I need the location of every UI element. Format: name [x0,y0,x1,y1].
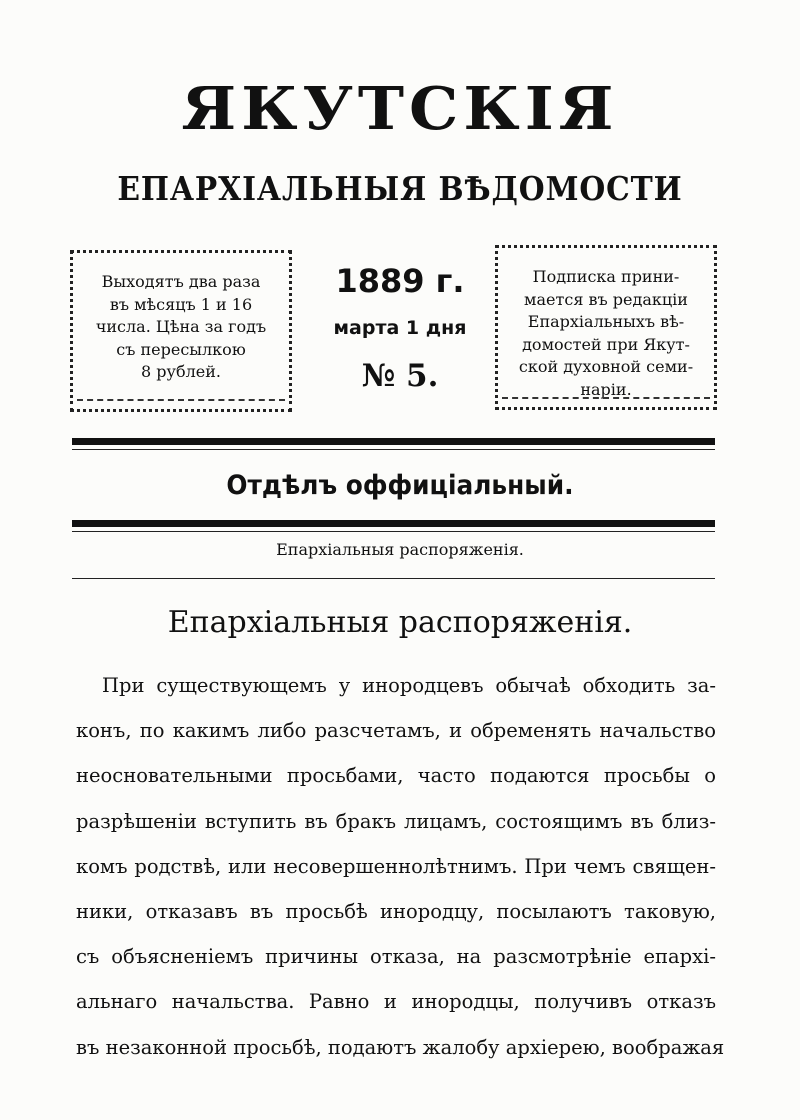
body-line: разрѣшеніи вступить въ бракъ лицамъ, состоящимъ въ близ- [76,809,716,833]
box-right-line: домостей при Якут- [522,334,690,354]
divider-thin-contents [72,578,715,579]
body-line: альнаго начальства. Равно и инородцы, получивъ отказъ [76,990,716,1014]
article-heading: Епархіальныя распоряженія. [167,605,633,640]
body-line: ники, отказавъ въ просьбѣ инородцу, посылаютъ таковую, [76,899,716,923]
box-right-line: мается въ редакціи [524,289,688,309]
issue-date: марта 1 дня [333,317,467,339]
masthead-subtitle: ЕПАРХІАЛЬНЫЯ ВѢДОМОСТИ [117,169,683,208]
divider-thick-middle [72,520,715,527]
subscription-frequency-box [70,250,292,412]
box-right-line: Епархіальныхъ вѣ- [527,312,685,331]
masthead-title: ЯКУТСКІЯ [181,73,619,144]
body-line: При существующемъ у инородцевъ обычаѣ обходить за- [102,674,716,697]
box-left-line: 8 рублей. [141,362,221,381]
box-right-line: наріи. [580,379,632,399]
body-line: комъ родствѣ, или несовершеннолѣтнимъ. При чемъ священ- [76,854,716,878]
box-left-line: въ мѣсяцъ 1 и 16 [109,294,253,314]
box-right-line: ской духовной семи- [518,357,694,376]
issue-number: № 5. [361,358,439,394]
contents-entry: Епархіальныя распоряженія. [276,540,524,559]
body-line: конъ, по какимъ либо разсчетамъ, и обременять начальство [76,719,716,743]
box-left-line: съ пересылкою [116,339,246,359]
box-left-line: числа. Цѣна за годъ [95,317,267,336]
divider-thin-middle [72,531,715,532]
subscription-info-box [495,245,717,410]
box-right-line: Подписка прини- [532,267,680,286]
body-line: въ незаконной просьбѣ, подаютъ жалобу архіерею, воображая [76,1035,725,1059]
box-left-line: Выходятъ два раза [101,272,261,291]
section-title: Отдѣлъ оффиціальный. [226,470,574,501]
divider-thick-top [72,438,715,445]
article-body [76,663,725,1070]
issue-year: 1889 г. [335,262,465,300]
body-line: неосновательными просьбами, часто подаются просьбы о [76,764,716,788]
body-line: съ объясненіемъ причины отказа, на разсмотрѣніе епархі- [76,945,716,969]
divider-thin-top [72,449,715,450]
